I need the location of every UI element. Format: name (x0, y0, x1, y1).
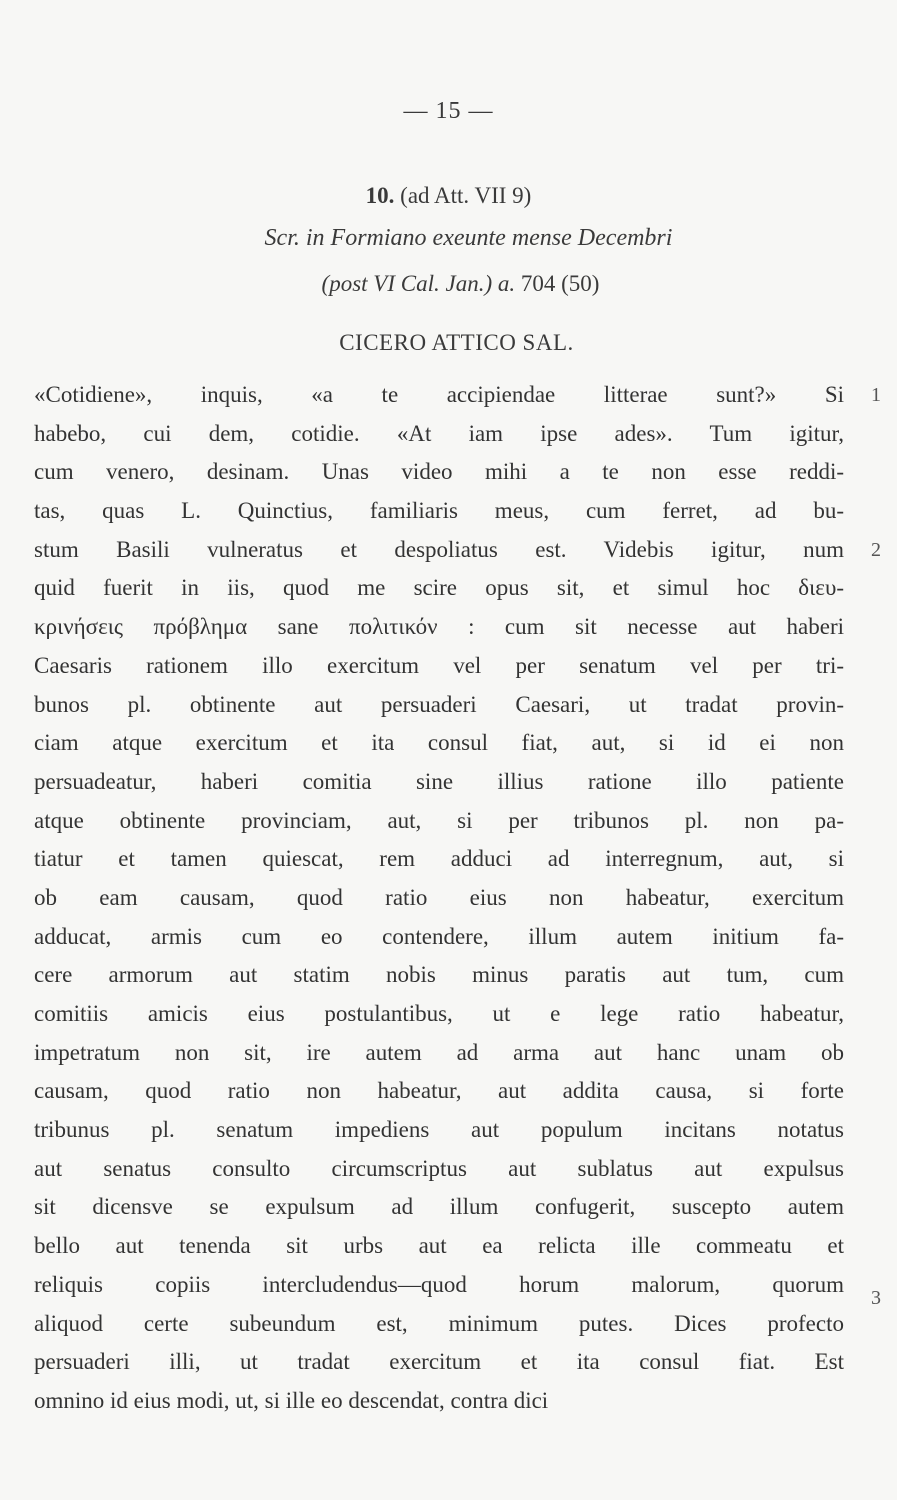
text-line: quid fuerit in iis, quod me scire opus sit, et simul hoc διευ- (34, 575, 844, 601)
text-line: aliquod certe subeundum est, minimum putes. Dices profecto (34, 1310, 844, 1336)
text-line: Caesaris rationem illo exercitum vel per senatum vel per tri- (34, 652, 844, 678)
text-line: tribunus pl. senatum impediens aut populum incitans notatus (34, 1117, 844, 1143)
text-line: sit dicensve se expulsum ad illum confugerit, suscepto autem (34, 1194, 844, 1220)
text-line: impetratum non sit, ire autem ad arma aut hanc unam ob (34, 1039, 844, 1065)
section-number: 2 (871, 539, 881, 561)
text-line: aut senatus consulto circumscriptus aut sublatus aut expulsus (34, 1155, 844, 1181)
date-line: Scr. in Formiano exeunte mense Decembri (264, 225, 673, 251)
text-line: stum Basili vulneratus et despoliatus est. Videbis igitur, num (34, 536, 844, 562)
section-number: 1 (871, 384, 881, 406)
text-line: «Cotidiene», inquis, «a te accipiendae litterae sunt?» Si (34, 382, 844, 407)
text-line: comitiis amicis eius postulantibus, ut e lege ratio habeatur, (34, 1001, 844, 1026)
letter-reference (0, 183, 897, 209)
text-line: ciam atque exercitum et ita consul fiat, aut, si id ei non (34, 730, 844, 756)
text-line: habebo, cui dem, cotidie. «At iam ipse ades». Tum igitur, (34, 420, 844, 446)
section-number: 3 (871, 1287, 881, 1309)
text-line: ob eam causam, quod ratio eius non habeatur, exercitum (34, 884, 844, 910)
letter-number: 10. (365, 183, 395, 208)
text-line: tas, quas L. Quinctius, familiaris meus, cum ferret, ad bu- (34, 498, 844, 524)
text-line: reliquis copiis intercludendus—quod horum malorum, quorum (34, 1271, 844, 1297)
letter-source: (ad Att. VII 9) (400, 183, 532, 208)
text-line: cere armorum aut statim nobis minus paratis aut tum, cum (34, 962, 844, 988)
text-line: adducat, armis cum eo contendere, illum autem initium fa- (34, 923, 844, 949)
text-line: persuaderi illi, ut tradat exercitum et ita consul fiat. Est (34, 1349, 844, 1375)
text-line: κρινήσεις πρόβλημα sane πολιτικόν : cum sit necesse aut haberi (34, 614, 844, 640)
text-line: persuadeatur, haberi comitia sine illius ratione illo patiente (34, 768, 844, 794)
text-line: bello aut tenenda sit urbs aut ea relicta ille commeatu et (34, 1233, 844, 1259)
year-line-value: 704 (50) (520, 271, 600, 296)
text-line: atque obtinente provinciam, aut, si per tribunos pl. non pa- (34, 807, 844, 833)
text-line: causam, quod ratio non habeatur, aut addita causa, si forte (34, 1078, 844, 1104)
text-line: omnino id eius modi, ut, si ille eo descendat, contra dici (34, 1387, 549, 1413)
page-number: — 15 — (403, 98, 494, 124)
salutation: CICERO ATTICO SAL. (339, 330, 574, 355)
text-line: tiatur et tamen quiescat, rem adduci ad interregnum, aut, si (34, 846, 844, 872)
year-line-italic: (post VI Cal. Jan.) a. (321, 271, 516, 296)
text-line: bunos pl. obtinente aut persuaderi Caesari, ut tradat provin- (34, 691, 844, 717)
year-line (12, 271, 897, 297)
text-line: cum venero, desinam. Unas video mihi a te non esse reddi- (34, 459, 844, 485)
letter-body (34, 376, 844, 1421)
